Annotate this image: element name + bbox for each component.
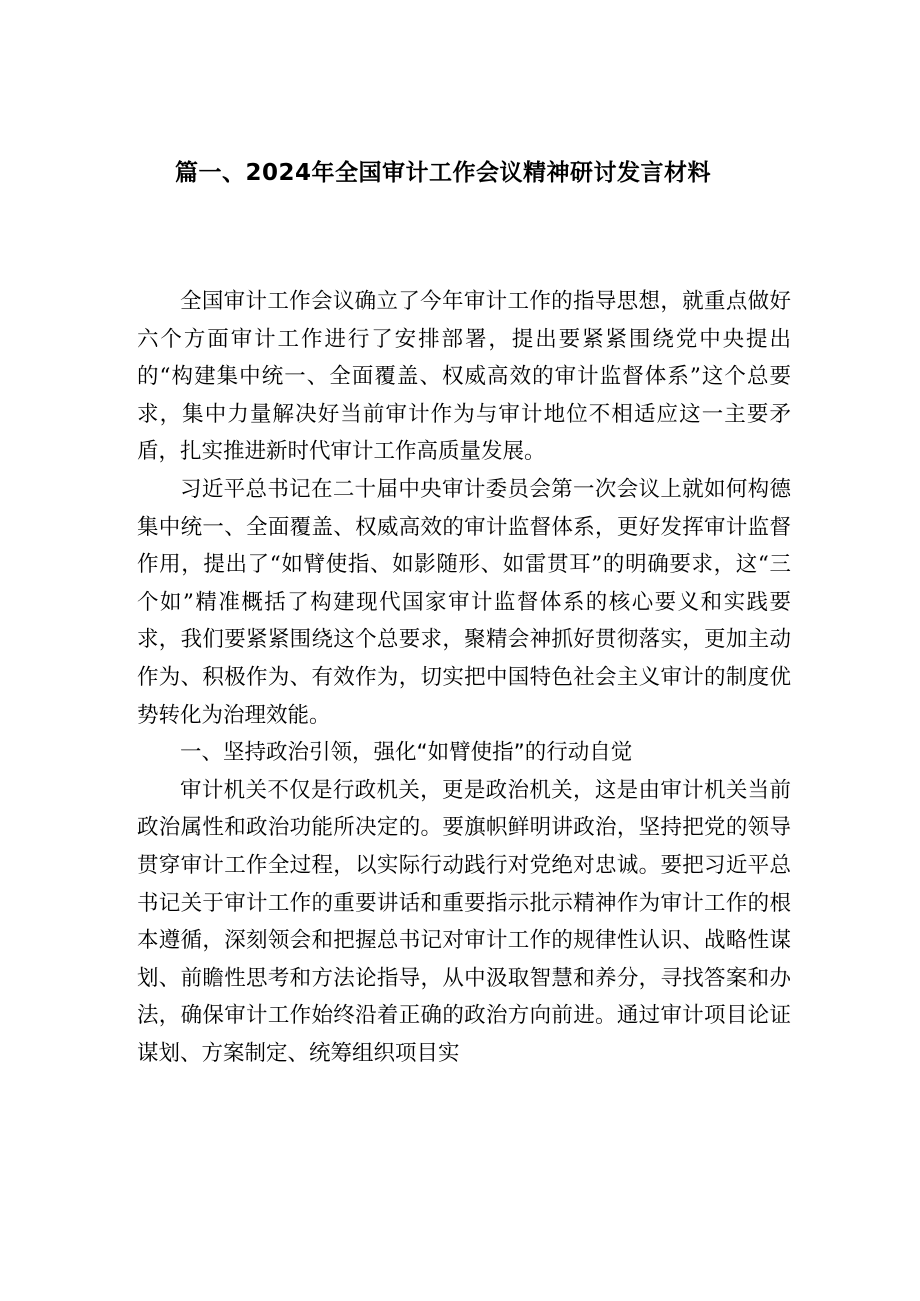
section-heading-1: 一、坚持政治引领，强化“如臂使指”的行动自觉 (180, 740, 633, 766)
paragraph-xi-requirements: 习近平总书记在二十届中央审计委员会第一次会议上就如何构德集中统一、全面覆盖、权威高效的审计监督体系，更好发挥审计监督作用，提出了“如臂使指、如影随形、如雷贯耳”的明确要求，这“三个如”精准概括了构建现代国家审计监督体系的核心要义和实践要求，我们要紧紧围绕这个总要求，聚精会神抓好贯彻落实，更加主动作为、积极作为、有效作为，切实把中国特色社会主义审计的制度优势转化为治理效能。 (137, 476, 791, 728)
document-title: 篇一、2024年全国审计工作会议精神研讨发言材料 (174, 160, 711, 186)
document-body (137, 283, 791, 1072)
paragraph-intro: 全国审计工作会议确立了今年审计工作的指导思想，就重点做好六个方面审计工作进行了安排部署，提出要紧紧围绕党中央提出的“构建集中统一、全面覆盖、权威高效的审计监督体系”这个总要求，集中力量解决好当前审计作为与审计地位不相适应这一主要矛盾，扎实推进新时代审计工作高质量发展。 (137, 289, 791, 465)
paragraph-section-1: 审计机关不仅是行政机关，更是政治机关，这是由审计机关当前政治属性和政治功能所决定的。要旗帜鲜明讲政治，坚持把党的领导贯穿审计工作全过程，以实际行动践行对党绝对忠诚。要把习近平总书记关于审计工作的重要讲话和重要指示批示精神作为审计工作的根本遵循，深刻领会和把握总书记对审计工作的规律性认识、战略性谋划、前瞻性思考和方法论指导，从中汲取智慧和养分，寻找答案和办法，确保审计工作始终沿着正确的政治方向前进。通过审计项目论证谋划、方案制定、统筹组织项目实 (137, 777, 791, 1066)
